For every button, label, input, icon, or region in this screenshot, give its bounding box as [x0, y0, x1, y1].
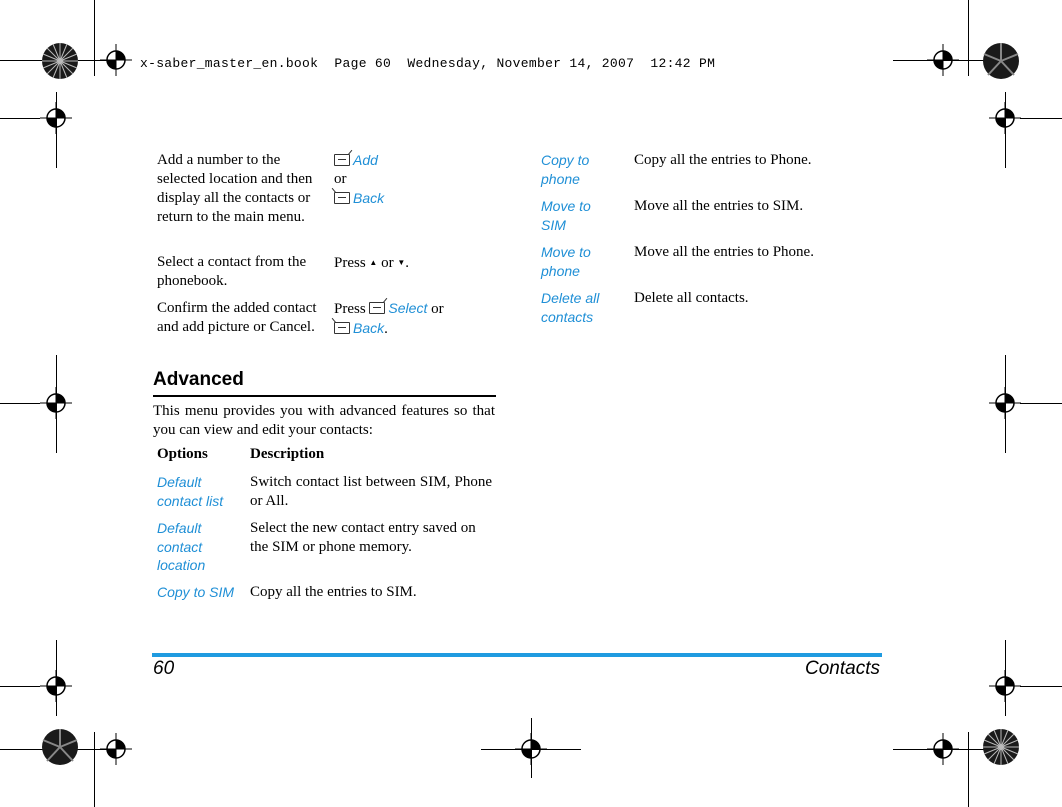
- step-3-action: [334, 299, 494, 339]
- option-delete-all-contacts: Delete all contacts: [541, 290, 600, 325]
- page-number: 60: [153, 658, 175, 679]
- registration-mark-icon: [927, 733, 959, 765]
- right-softkey-icon: [369, 302, 385, 314]
- registration-mark-icon: [40, 387, 72, 419]
- color-target-icon: [982, 42, 1020, 80]
- registration-mark-icon: [989, 387, 1021, 419]
- option-copy-to-phone: Copy to phone: [541, 152, 590, 187]
- up-arrow-icon: ▲: [369, 258, 378, 267]
- step-2-action: [334, 253, 494, 273]
- print-header: x-saber_master_en.book Page 60 Wednesday, November 14, 2007 12:42 PM: [140, 56, 716, 71]
- option-default-contact-location: Default contact location: [157, 520, 206, 573]
- color-target-icon: [41, 42, 79, 80]
- color-target-icon: [982, 728, 1020, 766]
- or-text: or: [431, 301, 444, 317]
- registration-mark-icon: [515, 733, 547, 765]
- press-text: Press: [334, 255, 366, 271]
- registration-mark-icon: [100, 44, 132, 76]
- period-text: .: [405, 255, 410, 271]
- options-column-header: Options: [157, 446, 208, 462]
- select-key-label: Select: [388, 300, 428, 316]
- left-softkey-icon: [334, 322, 350, 334]
- or-text: or: [334, 170, 347, 187]
- description-column-header: Description: [250, 446, 325, 462]
- registration-mark-icon: [989, 670, 1021, 702]
- option-default-contact-list: Default contact list: [157, 474, 224, 509]
- description-copy-to-sim: Copy all the entries to SIM.: [250, 584, 417, 600]
- right-softkey-icon: [334, 154, 350, 166]
- registration-mark-icon: [40, 670, 72, 702]
- step-2-text: Select a contact from the phonebook.: [157, 254, 307, 289]
- step-3-text: Confirm the added contact and add picture or Cancel.: [157, 300, 317, 335]
- section-title: Contacts: [805, 658, 880, 679]
- registration-mark-icon: [989, 102, 1021, 134]
- registration-mark-icon: [927, 44, 959, 76]
- description-move-to-phone: Move all the entries to Phone.: [634, 244, 814, 260]
- description-delete-all-contacts: Delete all contacts.: [634, 290, 749, 306]
- option-copy-to-sim: Copy to SIM: [157, 584, 235, 600]
- or-text: or: [381, 255, 394, 271]
- footer-bar: [152, 653, 882, 657]
- back-key-label: Back: [353, 189, 385, 206]
- period-text: .: [384, 321, 388, 337]
- left-softkey-icon: [334, 192, 350, 204]
- registration-mark-icon: [40, 102, 72, 134]
- description-default-contact-list: Switch contact list between SIM, Phone or All.: [250, 474, 492, 509]
- back-key-label: Back: [353, 320, 385, 336]
- section-heading: Advanced: [153, 369, 244, 390]
- option-move-to-sim: Move to SIM: [541, 198, 591, 233]
- step-1-action: [334, 151, 494, 207]
- step-1-text: Add a number to the selected location and then display all the contacts or return to the main menu.: [157, 152, 313, 225]
- heading-rule: [153, 395, 496, 397]
- description-move-to-sim: Move all the entries to SIM.: [634, 198, 804, 214]
- color-target-icon: [41, 728, 79, 766]
- description-default-contact-location: Select the new contact entry saved on the SIM or phone memory.: [250, 520, 476, 555]
- intro-paragraph: This menu provides you with advanced features so that you can view and edit your contacts:: [153, 403, 495, 438]
- description-copy-to-phone: Copy all the entries to Phone.: [634, 152, 812, 168]
- down-arrow-icon: ▼: [397, 258, 406, 267]
- option-move-to-phone: Move to phone: [541, 244, 591, 279]
- registration-mark-icon: [100, 733, 132, 765]
- add-key-label: Add: [353, 152, 378, 168]
- press-text: Press: [334, 301, 366, 317]
